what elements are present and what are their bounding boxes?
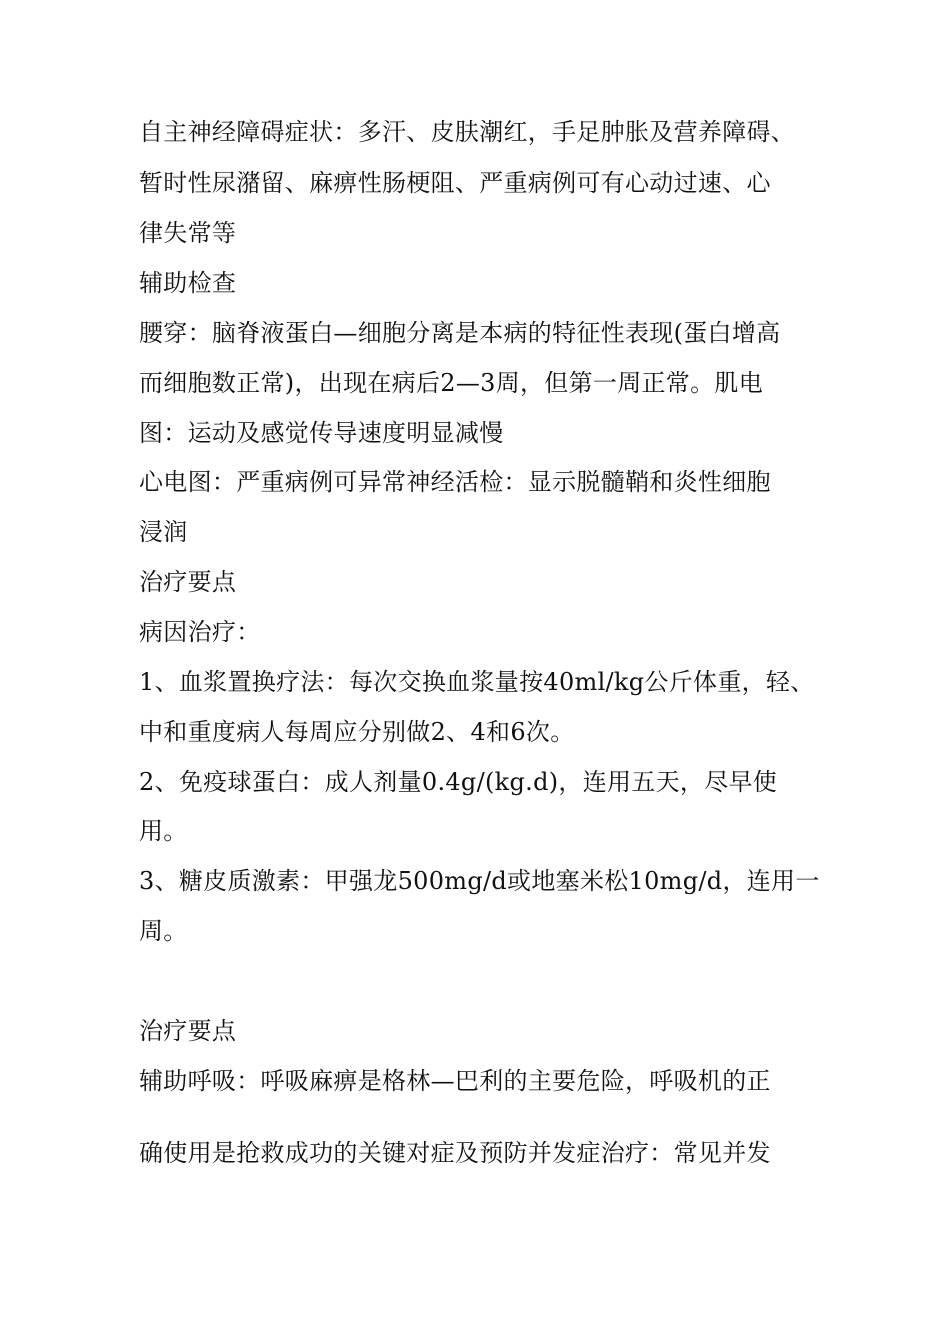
- text-line: 自主神经障碍症状：多汗、皮肤潮红，手足肿胀及营养障碍、: [139, 118, 796, 146]
- text-line: 病因治疗：: [139, 618, 261, 646]
- list-item: 1、血浆置换疗法：每次交换血浆量按40ml/kg公斤体重，轻、: [139, 668, 815, 696]
- text-line: 心电图：严重病例可异常神经活检：显示脱髓鞘和炎性细胞: [139, 468, 771, 496]
- list-item: 3、糖皮质激素：甲强龙500mg/d或地塞米松10mg/d，连用一: [139, 867, 820, 895]
- section-heading: 辅助检查: [139, 269, 237, 297]
- text-line: 而细胞数正常)，出现在病后2—3周，但第一周正常。肌电: [139, 369, 764, 397]
- text-line: 周。: [139, 917, 188, 945]
- text-line: 辅助呼吸：呼吸麻痹是格林—巴利的主要危险，呼吸机的正: [139, 1067, 771, 1095]
- text-line: 腰穿：脑脊液蛋白—细胞分离是本病的特征性表现(蛋白增高: [139, 319, 781, 347]
- text-line: 确使用是抢救成功的关键对症及预防并发症治疗：常见并发: [139, 1139, 771, 1167]
- section-heading: 治疗要点: [139, 568, 237, 596]
- text-line: 图：运动及感觉传导速度明显减慢: [139, 419, 504, 447]
- text-line: 浸润: [139, 518, 188, 546]
- list-item: 2、免疫球蛋白：成人剂量0.4g/(kg.d)，连用五天，尽早使: [139, 768, 778, 796]
- text-line: 中和重度病人每周应分别做2、4和6次。: [139, 718, 575, 746]
- text-line: 律失常等: [139, 219, 237, 247]
- text-line: 暂时性尿潴留、麻痹性肠梗阻、严重病例可有心动过速、心: [139, 169, 771, 197]
- text-line: 用。: [139, 817, 188, 845]
- section-heading: 治疗要点: [139, 1017, 237, 1045]
